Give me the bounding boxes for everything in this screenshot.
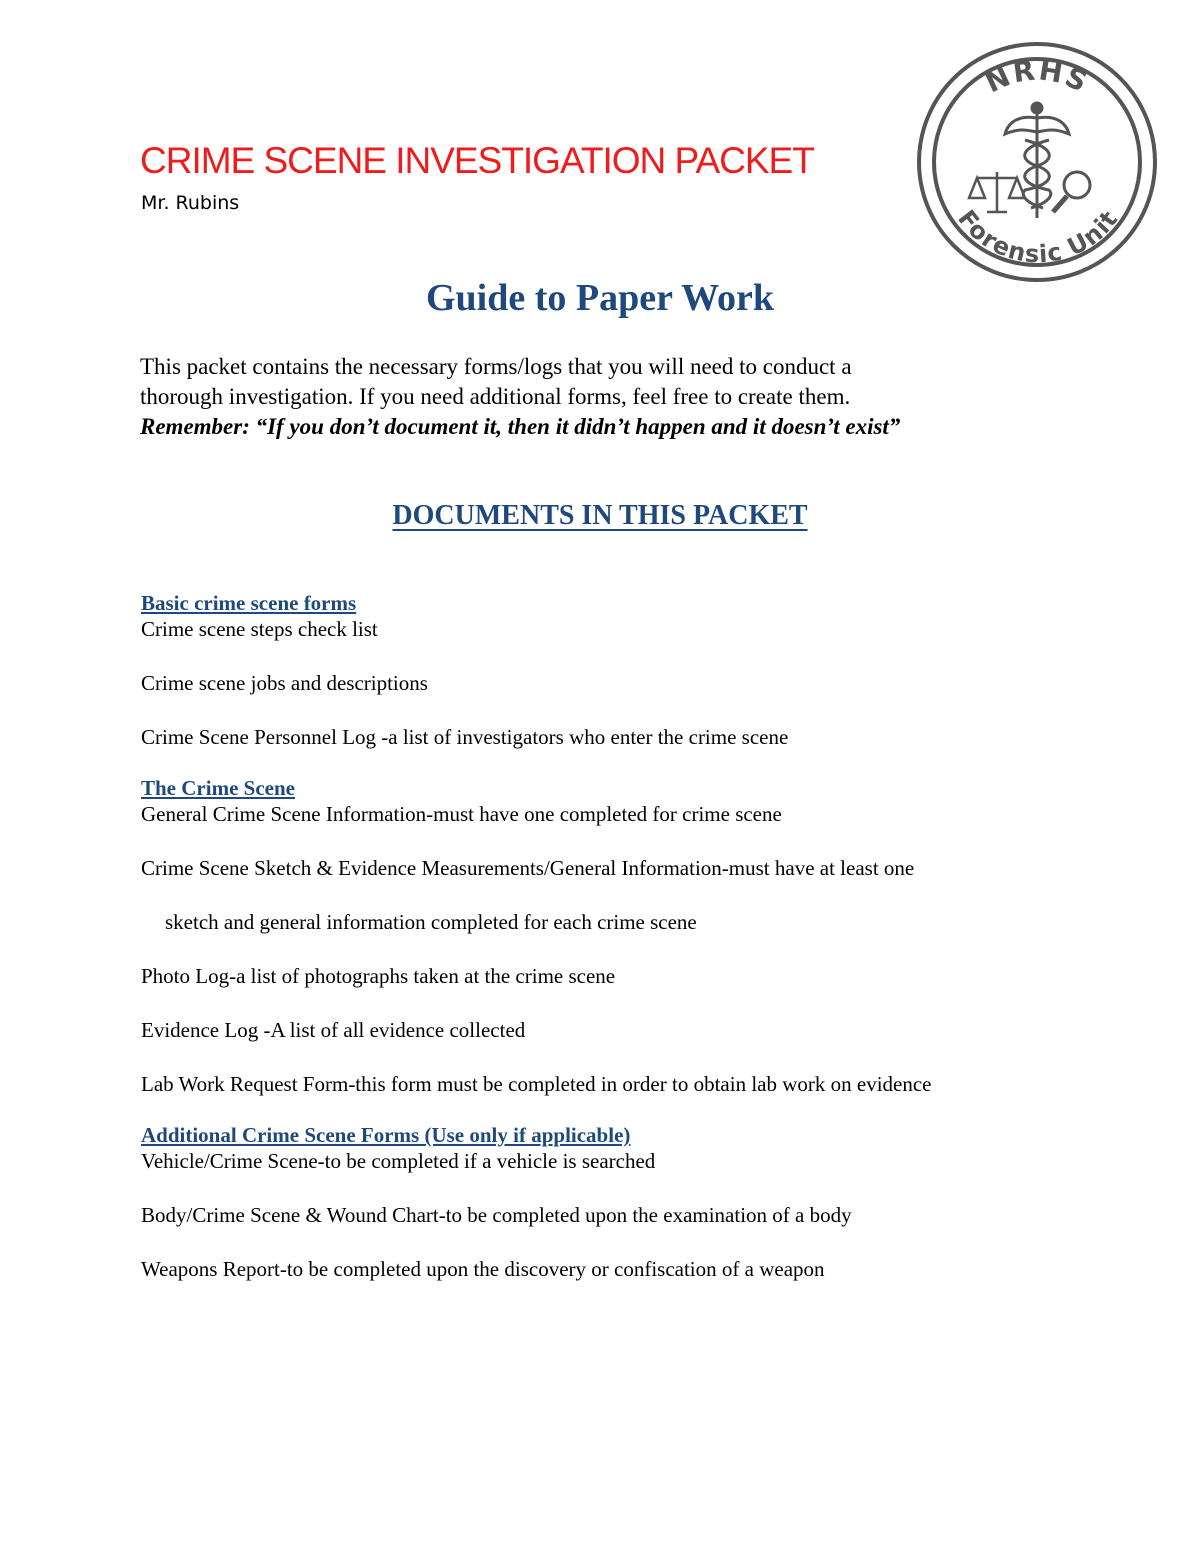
author-name: Mr. Rubins: [141, 192, 240, 214]
list-item-continuation: sketch and general information completed for each crime scene: [165, 910, 697, 934]
list-item: Crime scene steps check list: [141, 617, 378, 641]
section-crime-scene: [141, 775, 1101, 1097]
intro-line-1: This packet contains the necessary forms/logs that you will need to conduct a: [140, 354, 852, 379]
list-item: Photo Log-a list of photographs taken at the crime scene: [141, 964, 616, 988]
intro-paragraph: [140, 352, 1100, 442]
list-item: Vehicle/Crime Scene-to be completed if a vehicle is searched: [141, 1149, 656, 1173]
list-item: [141, 855, 1101, 935]
section-heading: Additional Crime Scene Forms (Use only if applicable): [141, 1123, 631, 1147]
list-item: Crime scene jobs and descriptions: [141, 671, 428, 695]
documents-heading-text: DOCUMENTS IN THIS PACKET: [392, 500, 808, 531]
packet-title: CRIME SCENE INVESTIGATION PACKET: [140, 140, 814, 181]
remember-quote: Remember: “If you don’t document it, then it didn’t happen and it doesn’t exist”: [140, 414, 901, 439]
section-basic-forms: [141, 590, 1101, 750]
section-additional-forms: [141, 1122, 1101, 1282]
list-item: Lab Work Request Form-this form must be completed in order to obtain lab work on evidence: [141, 1072, 932, 1096]
svg-text:NRHS: NRHS: [980, 53, 1095, 100]
documents-list: [141, 590, 1101, 1307]
section-heading: The Crime Scene: [141, 776, 295, 800]
guide-title: Guide to Paper Work: [425, 277, 774, 319]
list-item: General Crime Scene Information-must have one completed for crime scene: [141, 802, 782, 826]
section-heading: Basic crime scene forms: [141, 591, 357, 615]
list-item-text: Crime Scene Sketch & Evidence Measurements/General Information-must have at least one: [141, 856, 915, 880]
nrhs-forensic-unit-seal: [915, 40, 1160, 285]
svg-text:Forensic Unit: Forensic Unit: [952, 204, 1124, 269]
list-item: Weapons Report-to be completed upon the discovery or confiscation of a weapon: [141, 1257, 825, 1281]
list-item: Body/Crime Scene & Wound Chart-to be completed upon the examination of a body: [141, 1203, 852, 1227]
list-item: Crime Scene Personnel Log -a list of investigators who enter the crime scene: [141, 725, 789, 749]
intro-line-2: thorough investigation. If you need additional forms, feel free to create them.: [140, 384, 851, 409]
list-item: Evidence Log -A list of all evidence collected: [141, 1018, 526, 1042]
documents-heading: [0, 500, 1200, 532]
